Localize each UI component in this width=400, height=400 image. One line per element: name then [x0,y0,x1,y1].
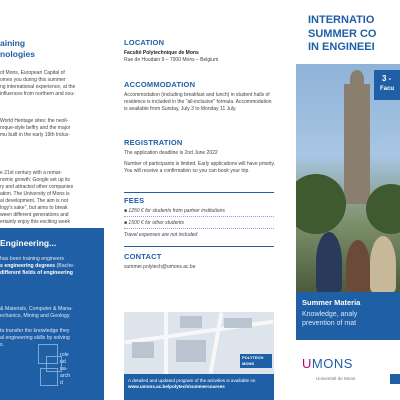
eng-p1a: has been training engineers [0,256,65,262]
student-figure [316,232,342,292]
belfry-tower [344,84,370,204]
eng-p1b: s engineering degrees [0,263,56,269]
engineering-paragraph-2: & Materials, Computer & Mana- echanics, Mining and Geology. [0,306,73,319]
student-figure [370,236,396,292]
brochure-title: INTERNATIO SUMMER CO IN ENGINEEI [308,14,377,53]
fee-item-text: 1500 € for other students [128,220,185,226]
location-name: Faculté Polytechnique de Mons [124,50,199,56]
map-building [176,340,206,362]
fees-title: FEES [124,196,145,205]
fee-divider [124,216,274,217]
corner-mark [390,374,400,384]
fee-divider [124,228,274,229]
engineering-paragraph-3: to transfer the knowledge they al engineering skills by solving s. [0,328,70,348]
student-figure [346,240,370,292]
umons-subtitle: Université de Mons [316,376,356,381]
program-info-box [124,374,274,400]
map-building [224,318,252,328]
contact-email[interactable]: summer.polytech@umons.ac.be [124,264,196,270]
registration-deadline: The application deadline is 2nd June 2022 [124,150,218,156]
date-line-1: 3 - [382,74,392,83]
engineering-paragraph-4: role nd na- arch d [60,352,71,386]
map-building [132,342,154,358]
belfry-dome [350,70,364,88]
banner-subtitle [302,310,357,328]
fee-item: ■ 1500 € for other students [124,220,185,226]
eng-p1d: different fields of engineering [0,270,73,276]
registration-title: REGISTRATION [124,138,183,147]
engineering-section [0,228,104,400]
map-road [164,312,168,374]
contact-title: CONTACT [124,252,162,261]
fee-item-text: Travel expenses are not included [124,232,198,238]
location-address: Rue de Houdain 9 – 7000 Mons – Belgium [124,57,219,63]
accommodation-title: ACCOMMODATION [124,80,196,89]
polytech-logo [240,354,272,368]
program-info-link[interactable]: www.umons.ac.be/polytech/summercourses [128,384,225,389]
engineering-paragraph-1 [0,256,100,277]
polytech-logo-line1: POLYTECH [242,355,264,360]
polytech-logo-line2: MONS [242,361,254,366]
divider [124,246,274,247]
fee-item: ■ 1250 € for students from partner institutions [124,208,225,214]
date-box [374,70,400,100]
divider [124,192,274,193]
banner-line-2: Knowledge, analy [302,311,358,318]
location-text [124,50,276,64]
left-top-title: aining nologies [0,38,35,59]
left-paragraph-2: World Heritage sites: the neoli- roque-style belfry and the major mu built in the early 19th Indus- [0,118,71,138]
banner-line-3: prevention of mat [302,320,357,327]
left-paragraph-1: of Mons, European Capital of omes you during this summer ng international experience, at the influences from northern and sou- [0,70,76,97]
banner-title: Summer Materia [302,298,361,307]
map-building [180,316,202,328]
decorative-square [40,368,58,386]
engineering-title: Engineering... [0,238,57,248]
registration-text [124,150,276,175]
location-title: LOCATION [124,38,165,47]
map-road [209,312,224,374]
fee-item-text: 1250 € for students from partner institutions [128,208,225,214]
right-panel [296,0,400,400]
left-panel [0,0,104,400]
accommodation-text: Accommodation (including breakfast and lunch) in student halls of residence is included in the "all-inclusive" formula. Accommodation is available from Sunday, July 3 to Monday 11 July. [124,92,272,112]
fees-list [124,208,274,239]
umons-logo-rest: MONS [311,356,353,371]
campus-map [124,312,274,400]
middle-panel [120,0,280,400]
left-paragraph-3: e 21st century with a remar- nomic growth: Google set up its ry and attracted other companies ation. The University of Mons is al development. The aim is not logy's sake", but aims to break ween different generations and ertainly enjoy this exciting week [0,170,74,225]
eng-p1c: (Bache- [56,263,75,269]
date-line-2: Facu [380,86,395,92]
tree [366,184,400,234]
tree [296,174,346,234]
umons-logo [302,356,353,371]
course-banner [296,292,400,340]
fee-item [124,232,274,239]
registration-body: Number of participants is limited. Early applications will have priority. You will receive a confirmation so you can book your trip. [124,161,276,174]
umons-logo-u: U [302,356,312,371]
program-info-text: A detailed and updated program of the activities is available on [128,378,256,383]
